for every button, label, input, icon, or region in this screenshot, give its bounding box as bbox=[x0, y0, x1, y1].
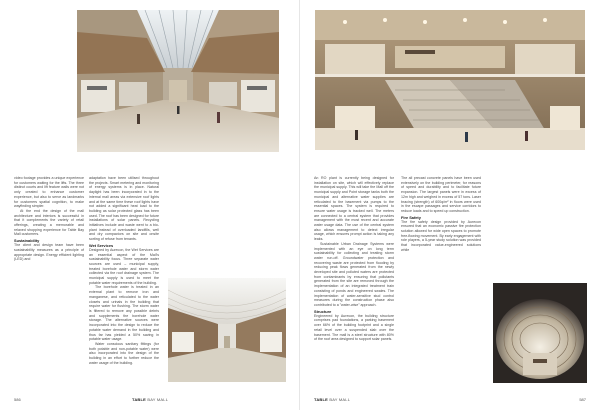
paragraph: Engineered by Aurecon, the building structure comprises pad foundations, a parking basement over 66% of the building footprint and a single retail level over a suspended slab over the basement. The mall is a steel structure with 80% of the roof area designed to support solar panels. bbox=[314, 313, 394, 342]
escalator-atrium-image bbox=[315, 10, 585, 150]
right-column-2 bbox=[401, 176, 481, 386]
mall-atrium-image bbox=[77, 10, 279, 152]
section-heading: Fire Safety bbox=[401, 214, 421, 220]
page-number: 586 bbox=[14, 397, 21, 402]
magazine-brand bbox=[314, 397, 350, 402]
mall-atrium-photo bbox=[77, 10, 279, 152]
paragraph: Sustainable Urban Drainage Systems were implemented with an eye on long term sustainability for collecting and treating storm water run-off. Groundwater protection and recovering waste are protected from flooding by reducing peak flows generated from the newly developed site and polluted waters are protected from contaminants by ensuring that pollutants generated from the site are removed through the implementation of an integrated treatment train consisting of ponds and engineered swales. The implementation of water-sensitive stud control measures during the construction phase also contributed to a "water-wise" approach. bbox=[314, 241, 394, 307]
paragraph: The client and design team have been sustainability measures as a principle of appropriate design. Energy efficient lighting (LED) and bbox=[14, 243, 84, 262]
brand-suffix: BAY MALL bbox=[329, 397, 351, 402]
paragraph: The all precast concrete panels have been used extensively on the building perimeter, for reasons of speed and durability and to facilitate future expansion. The largest panels were in excess of 12m high and weighed in excess of 57 tons. Laser bracing (strength) of 600q/m² in floors were used in the escape passages and service corridors to reduce loads and to speed up construction. bbox=[401, 176, 481, 213]
paragraph: adaptation have been utilised throughout the projects. Smart metering and monitoring of energy systems is in place. Natural daylight has been incorporated in to the internal mall areas via extensive roof lights and at the same time these roof lights have not added a significant heat load to the building as solar protected glass has been used. The roof has been designed for future installations of solar panels. Recycling initiatives include and waste went to a bio-plant instead of overloaded landfills, well and dry compactors on site and onsite sorting of refuse from tenants. bbox=[89, 176, 159, 242]
paragraph: video footage provides a unique experience for customers waiting for the lifts. The three distinct courts and lift feature walls were not only created to enhance customer experience, but also to serve as landmarks for customers spatial cognition, to make wayfinding simpler. bbox=[14, 176, 84, 209]
mall-corridor-photo bbox=[168, 278, 286, 382]
section-heading: Wet Services bbox=[89, 242, 114, 248]
paragraph: The borehole water is treated in an external plant to remove iron and manganese, and reticulated to the water closets and urinals in the building that require water for flushing. The storm water is filtered to remove any possible debris and supplements the borehole water storage. The alternative sources were incorporated into the design to reduce the potable water demand in the building and thus far has yielded a 50% saving in potable water usage. bbox=[89, 285, 159, 342]
paragraph: At the end the design of the mall architecture and interiors is successful in that it complements the variety of retail offerings, creating a memorable and relaxed shopping experience for Table Bay Mall customers. bbox=[14, 208, 84, 237]
section-heading: Sustainability bbox=[14, 238, 40, 244]
paragraph: Designed by Aurecon, the Wet Services are an essential aspect of the Mall's sustainability focus. Three separate water sources are used – municipal supply, treated borehole water and storm water collected via the roof drainage system. The municipal supply is used to meet the potable water requirements of the building. bbox=[89, 247, 159, 285]
brand-suffix: BAY MALL bbox=[147, 397, 169, 402]
paragraph: An RO plant is currently being designed for installation on site, which will effectively replace the municipal supply. This will take the Mall off the municipal supply and Point storage tanks both the municipal and alternative water supplies are reticulated to the basement via pumps to the essential spaces. The system is required to ensure water usage is tracked well. The meters are connected to a central system that provides management with the most recent and accurate water usage data. The use of the central system also allows management to detect irregular usage, which ensures prompt action is taking any leaks. bbox=[314, 176, 394, 242]
brand-name: TABLE bbox=[314, 397, 329, 402]
mall-corridor-image bbox=[168, 278, 286, 382]
paragraph: The fire safety design provided by Aurecon ensured that an economic passive fire protection solution allowed for wide open spaces to promote free-flowing movement. By early engagement with role players, a 5-year study solution was provided that incorporated value-engineered solutions while bbox=[401, 219, 481, 252]
right-page bbox=[300, 0, 600, 410]
paragraph: Water conscious sanitary fittings (for both potable and non-potable water) were also incorporated into the design of the building in an effort to further reduce the water usage of the building. bbox=[89, 341, 159, 365]
arched-ceiling-photo bbox=[493, 283, 587, 383]
left-column-2 bbox=[89, 176, 159, 386]
arched-ceiling-image bbox=[493, 283, 587, 383]
magazine-brand bbox=[132, 397, 168, 402]
section-heading: Structure bbox=[314, 308, 332, 314]
page-number: 587 bbox=[579, 397, 586, 402]
right-column-1 bbox=[314, 176, 394, 386]
brand-name: TABLE bbox=[132, 397, 147, 402]
left-column-1 bbox=[14, 176, 84, 386]
escalator-atrium-photo bbox=[315, 10, 585, 150]
